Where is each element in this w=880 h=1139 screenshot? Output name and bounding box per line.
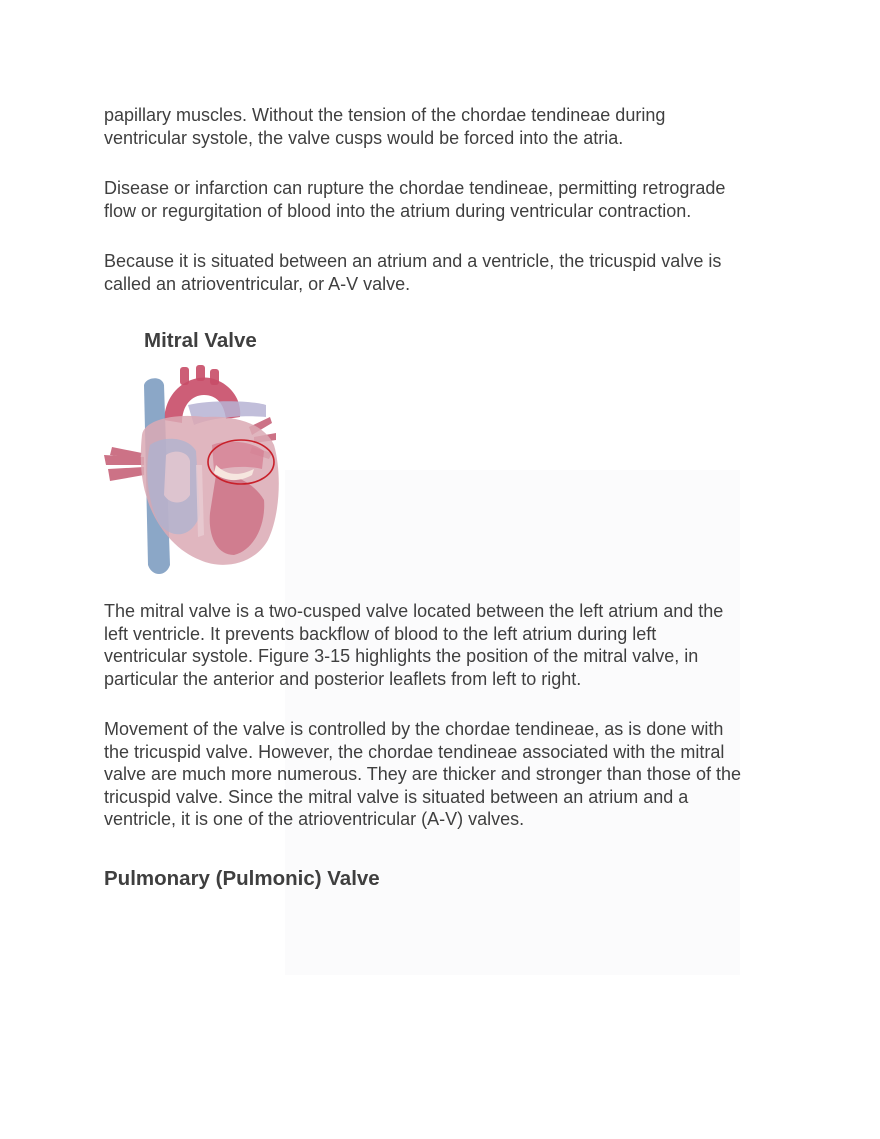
heart-illustration [104,365,284,580]
paragraph-chordae-tension: papillary muscles. Without the tension of the chordae tendineae during ventricular systole, the valve cusps would be forced into the atria. [104,105,666,148]
paragraph-chordae-rupture: Disease or infarction can rupture the chordae tendineae, permitting retrograde flow or regurgitation of blood into the atrium during ventricular contraction. [104,178,726,221]
heart-mitral-valve-figure [104,365,284,580]
heading-mitral-valve: Mitral Valve [144,329,257,352]
heading-pulmonary-valve: Pulmonary (Pulmonic) Valve [104,866,380,890]
paragraph-mitral-description: The mitral valve is a two-cusped valve located between the left atrium and the left ventricle. It prevents backflow of blood to the left atrium during left ventricular systole. Figure 3-15 highlights the position of the mitral valve, in particular the anterior and posterior leaflets from left to right. [104,601,724,689]
paragraph-tricuspid-av: Because it is situated between an atrium and a ventricle, the tricuspid valve is called an atrioventricular, or A-V valve. [104,251,722,294]
paragraph-mitral-movement: Movement of the valve is controlled by the chordae tendineae, as is done with the tricuspid valve. However, the chordae tendineae associated with the mitral valve are much more numerous. They are thicker and stronger than those of the tricuspid valve. Since the mitral valve is situated between an atrium and a ventricle, it is one of the atrioventricular (A-V) valves. [104,719,742,829]
document-content [104,104,744,891]
